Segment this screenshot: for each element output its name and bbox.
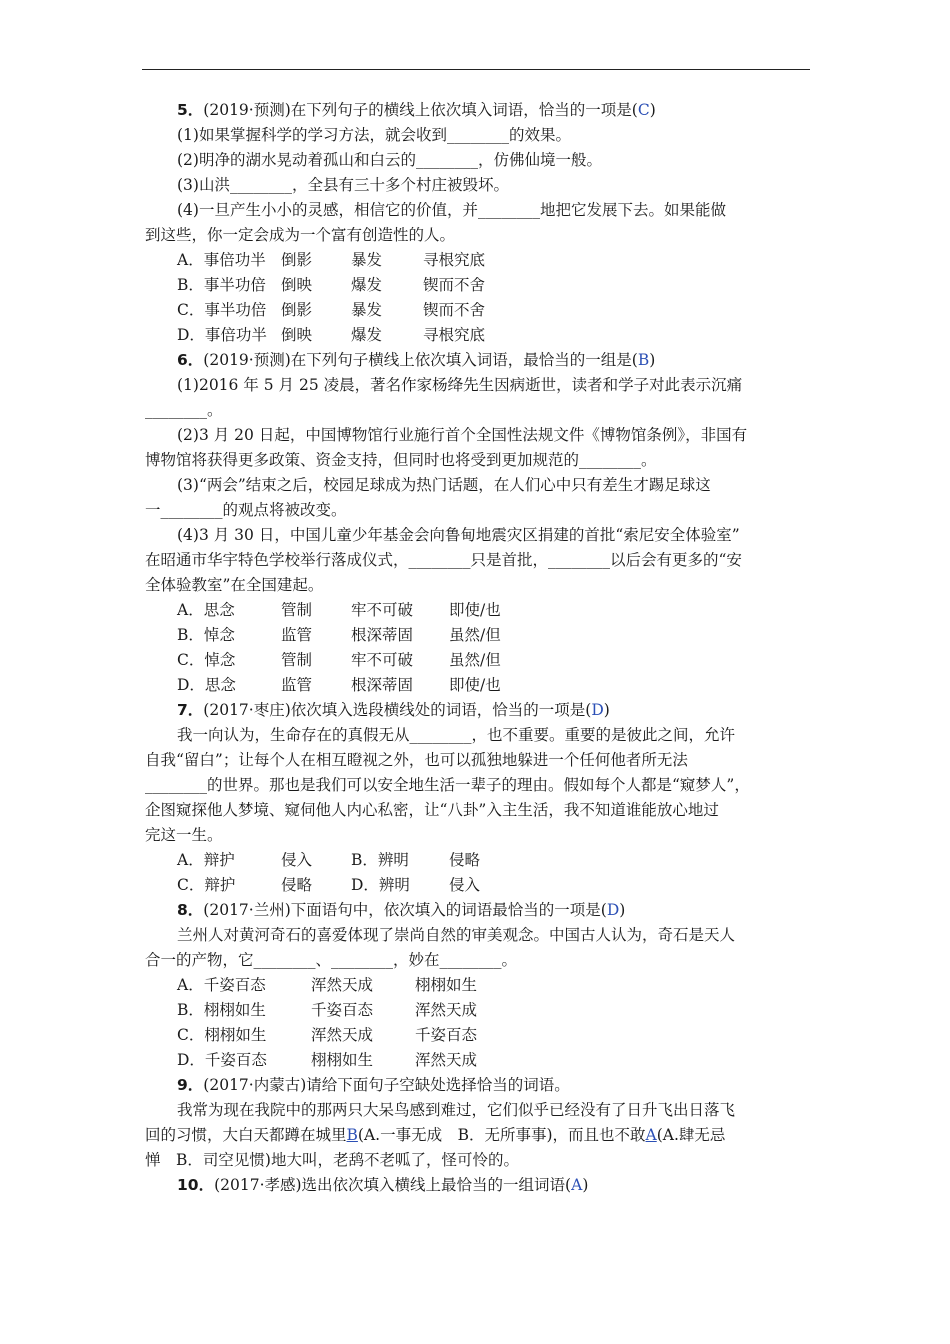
question-number: 6． bbox=[177, 351, 204, 369]
passage-line: 回的习惯，大白天都蹲在城里B(A.一事无成 B．无所事事)，而且也不敢A(A.肆无忌 bbox=[145, 1126, 726, 1144]
option-row: C．事半功倍 倒影 暴发 锲而不舍 bbox=[177, 301, 486, 319]
option-row: D．千姿百态 栩栩如生 浑然天成 bbox=[177, 1051, 478, 1069]
passage-line: 我常为现在我院中的那两只大呆鸟感到难过，它们似乎已经没有了日升飞出日落飞 bbox=[177, 1101, 736, 1119]
sentence-continued: 博物馆将获得更多政策、资金支持，但同时也将受到更加规范的________。 bbox=[145, 451, 657, 469]
sentence-continued: 在昭通市华宇特色学校举行落成仪式，________只是首批，________以后会有更多的“安 bbox=[145, 551, 742, 569]
question-7-stem: 7．(2017·枣庄)依次填入选段横线处的词语，恰当的一项是(D) bbox=[177, 701, 610, 719]
option-row: A．千姿百态 浑然天成 栩栩如生 bbox=[177, 976, 478, 994]
option-row: B．栩栩如生 千姿百态 浑然天成 bbox=[177, 1001, 478, 1019]
question-number: 7． bbox=[177, 701, 204, 719]
passage-line: 我一向认为，生命存在的真假无从________，也不重要。重要的是彼此之间，允许 bbox=[177, 726, 736, 744]
sentence: (1)2016 年 5 月 25 凌晨，著名作家杨绛先生因病逝世，读者和学子对此表示沉痛 bbox=[177, 376, 743, 394]
option-row: D．思念 监管 根深蒂固 即使/也 bbox=[177, 676, 501, 694]
answer-letter: D bbox=[606, 901, 620, 919]
passage-line: 兰州人对黄河奇石的喜爱体现了崇尚自然的审美观念。中国古人认为，奇石是天人 bbox=[177, 926, 736, 944]
sentence: (4)3 月 30 日，中国儿童少年基金会向鲁甸地震灾区捐建的首批“索尼安全体验室” bbox=[177, 526, 740, 544]
answer-letter: B bbox=[346, 1126, 358, 1144]
sentence: (3)山洪________，全县有三十多个村庄被毁坏。 bbox=[177, 176, 509, 194]
option-row: B．悼念 监管 根深蒂固 虽然/但 bbox=[177, 626, 501, 644]
answer-letter: D bbox=[591, 701, 604, 719]
question-6-stem: 6．(2019·预测)在下列句子横线上依次填入词语，最恰当的一组是(B) bbox=[177, 351, 656, 369]
question-8-stem: 8．(2017·兰州)下面语句中，依次填入的词语最恰当的一项是(D) bbox=[177, 901, 626, 919]
header-rule bbox=[142, 69, 810, 70]
passage-line: ________的世界。那也是我们可以安全地生活一辈子的理由。假如每个人都是“窥梦人”， bbox=[145, 776, 750, 794]
passage-line: 合一的产物，它________、________，妙在________。 bbox=[145, 951, 518, 969]
answer-letter: C bbox=[637, 101, 650, 119]
answer-letter: A bbox=[571, 1176, 583, 1194]
question-number: 10． bbox=[177, 1176, 215, 1194]
sentence-continued: 全体验教室”在全国建起。 bbox=[145, 576, 324, 594]
sentence-continued: 到这些，你一定会成为一个富有创造性的人。 bbox=[145, 226, 456, 244]
passage-line: 完这一生。 bbox=[145, 826, 223, 844]
question-number: 9． bbox=[177, 1076, 204, 1094]
question-number: 8． bbox=[177, 901, 204, 919]
option-row: A．事倍功半 倒影 暴发 寻根究底 bbox=[177, 251, 486, 269]
passage-line: 惮 B．司空见惯)地大叫，老鸹不老呱了，怪可怜的。 bbox=[145, 1151, 519, 1169]
option-row: A．思念 管制 牢不可破 即使/也 bbox=[177, 601, 501, 619]
answer-letter: B bbox=[637, 351, 650, 369]
sentence: (4)一旦产生小小的灵感，相信它的价值，并________地把它发展下去。如果能做 bbox=[177, 201, 726, 219]
option-row: D．事倍功半 倒映 爆发 寻根究底 bbox=[177, 326, 486, 344]
sentence: (2)明净的湖水晃动着孤山和白云的________，仿佛仙境一般。 bbox=[177, 151, 602, 169]
passage-line: 企图窥探他人梦境、窥伺他人内心私密，让“八卦”入主生活，我不知道谁能放心地过 bbox=[145, 801, 719, 819]
question-10-stem: 10．(2017·孝感)选出依次填入横线上最恰当的一组词语(A) bbox=[177, 1176, 589, 1194]
option-row: A．辩护 侵入 B．辨明 侵略 bbox=[177, 851, 481, 869]
question-9-stem: 9．(2017·内蒙古)请给下面句子空缺处选择恰当的词语。 bbox=[177, 1076, 570, 1094]
sentence: (3)“两会”结束之后，校园足球成为热门话题，在人们心中只有差生才踢足球这 bbox=[177, 476, 711, 494]
sentence-continued: ________。 bbox=[145, 401, 223, 419]
sentence: (2)3 月 20 日起，中国博物馆行业施行首个全国性法规文件《博物馆条例》，非国有 bbox=[177, 426, 748, 444]
option-row: C．栩栩如生 浑然天成 千姿百态 bbox=[177, 1026, 478, 1044]
question-5-stem: 5．(2019·预测)在下列句子的横线上依次填入词语，恰当的一项是(C) bbox=[177, 101, 656, 119]
answer-letter: A bbox=[645, 1126, 657, 1144]
document-body bbox=[145, 98, 810, 1198]
sentence-continued: 一________的观点将被改变。 bbox=[145, 501, 347, 519]
sentence: (1)如果掌握科学的学习方法，就会收到________的效果。 bbox=[177, 126, 571, 144]
option-row: B．事半功倍 倒映 爆发 锲而不舍 bbox=[177, 276, 486, 294]
option-row: C．辩护 侵略 D．辨明 侵入 bbox=[177, 876, 481, 894]
question-number: 5． bbox=[177, 101, 204, 119]
option-row: C．悼念 管制 牢不可破 虽然/但 bbox=[177, 651, 501, 669]
passage-line: 自我“留白”；让每个人在相互瞪视之外，也可以孤独地躲进一个任何他者所无法 bbox=[145, 751, 688, 769]
